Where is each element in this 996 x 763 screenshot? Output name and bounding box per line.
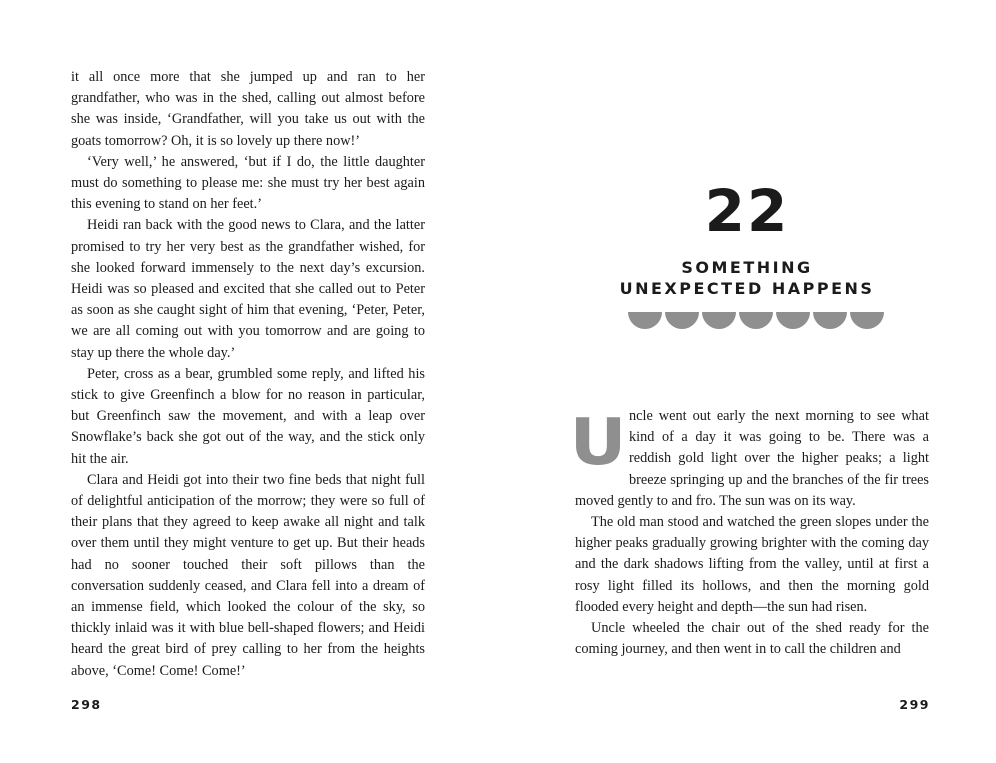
drop-cap — [569, 404, 627, 480]
paragraph: The old man stood and watched the green slopes under the higher peaks gradually growing brighter with the coming day and the dark shadows lifting from the valley, until at first a rosy light filled its hollows, and then the morning gold flooded every height and depth—the sun had risen. — [575, 514, 929, 615]
left-page-body — [71, 67, 425, 682]
chapter-number: 22 — [704, 177, 790, 245]
paragraph: Uncle wheeled the chair out of the shed ready for the coming journey, and then went in to call the children and — [575, 620, 929, 658]
right-page — [498, 0, 996, 763]
chapter-title-line-2: UNEXPECTED HAPPENS — [619, 279, 875, 298]
chapter-title-line-1: SOMETHING — [681, 258, 813, 277]
scallop-shape — [665, 312, 699, 329]
scallop-shape — [776, 312, 810, 329]
scallop-shape — [702, 312, 736, 329]
paragraph: it all once more that she jumped up and ran to her grandfather, who was in the shed, calling out almost before she was inside, ‘Grandfather, will you take us out with the goats tomorrow? Oh, it is so lovely up there now!’ — [71, 69, 425, 149]
opening-paragraph-text: ncle went out early the next morning to see what kind of a day it was going to be. There was a reddish gold light over the higher peaks; a light breeze springing up and the branches of the fir trees moved gently to and fro. The sun was on its way. — [575, 408, 929, 509]
paragraph: Clara and Heidi got into their two fine beds that night full of delightful anticipation of the morrow; they were so full of their plans that they agreed to keep awake all night and talk over them until they might venture to get up. But their heads had no sooner touched their soft pillows than the conversation suddenly ceased, and Clara fell into a dream of an immense field, which looked the colour of the sky, so thickly inlaid was it with blue bell-shaped flowers; and Heidi heard the great bird of prey calling to her from the heights above, ‘Come! Come! Come!’ — [71, 471, 425, 679]
right-page-body — [569, 404, 929, 660]
scallop-shape — [813, 312, 847, 329]
opening-paragraph — [569, 404, 929, 512]
paragraph: Peter, cross as a bear, grumbled some reply, and lifted his stick to give Greenfinch a blow for no reason in particular, but Greenfinch saw the movement, and with a leap over Snowflake’s back she got out of the way, and the stick only hit the air. — [71, 365, 425, 467]
scallop-shape — [850, 312, 884, 329]
scallop-shape — [628, 312, 662, 329]
scallop-ornament — [626, 311, 886, 329]
chapter-title — [498, 257, 996, 299]
page-number-right: 299 — [899, 697, 930, 712]
drop-cap-letter: U — [569, 404, 627, 480]
page-number-left: 298 — [71, 697, 102, 712]
paragraph: ‘Very well,’ he answered, ‘but if I do, the little daughter must do something to please me: she must try her best again this evening to stand on her feet.’ — [71, 153, 425, 213]
scallop-shape — [739, 312, 773, 329]
paragraph: Heidi ran back with the good news to Clara, and the latter promised to try her very best as the grandfather wished, for she looked forward immensely to the next day’s excursion. Heidi was so pleased and excited that she called out to Peter as soon as she caught sight of him that evening, ‘Peter, Peter, we are all coming out with you tomorrow and are going to stay up there the whole day.’ — [71, 217, 425, 361]
